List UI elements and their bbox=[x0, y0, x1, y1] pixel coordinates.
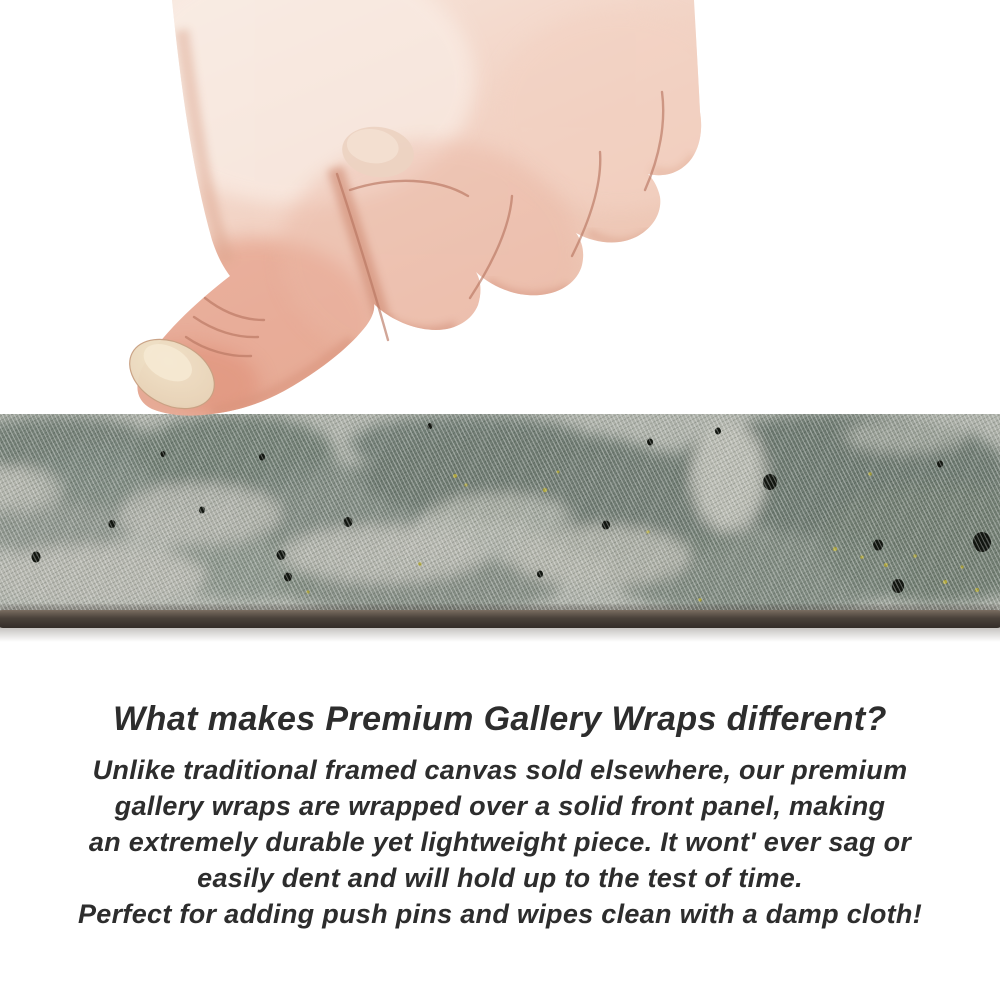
copy-heading: What makes Premium Gallery Wraps different? bbox=[113, 700, 887, 738]
marketing-copy bbox=[0, 700, 1000, 932]
canvas-dark-edge bbox=[0, 610, 1000, 628]
canvas-texture bbox=[0, 414, 1000, 628]
copy-line: gallery wraps are wrapped over a solid front panel, making bbox=[114, 791, 886, 821]
hand-illustration bbox=[0, 0, 1000, 420]
copy-line: easily dent and will hold up to the test of time. bbox=[197, 863, 803, 893]
canvas-texture-strip bbox=[0, 414, 1000, 628]
canvas-drop-shadow bbox=[0, 628, 1000, 642]
copy-line: Unlike traditional framed canvas sold elsewhere, our premium bbox=[92, 755, 908, 785]
copy-line: Perfect for adding push pins and wipes clean with a damp cloth! bbox=[77, 899, 922, 929]
copy-line: an extremely durable yet lightweight piece. It wont' ever sag or bbox=[88, 827, 912, 857]
hand-photo bbox=[0, 0, 1000, 420]
grain-light bbox=[0, 414, 1000, 614]
